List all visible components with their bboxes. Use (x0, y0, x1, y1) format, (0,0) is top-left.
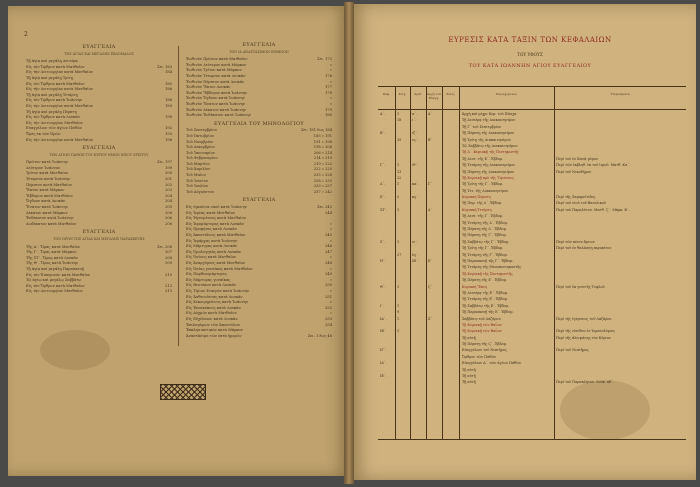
cell-verse: 1 (397, 163, 400, 168)
entry-title: Εἰς Ἡγουμένους κατὰ Ματθαῖον (186, 216, 246, 221)
cell-content: Τῇ Κυριακῇ τῶν Βαΐων (462, 322, 502, 327)
cell-chapter: ΙΕ΄. (380, 374, 387, 379)
section-heading: ΕΥΑΓΓΕΛΙΑ ΤΟΥ ΜΗΝΟΛΟΓΙΟΥ (214, 120, 304, 127)
cell-content: Τῇ Κυριακῇ τῆς Πεντηκοστῆς (462, 271, 513, 276)
entry-title: Εἰς τὴν Λειτουργίαν κατὰ Ματθαῖον (26, 103, 93, 108)
entry-page-ref: Ζει. 183 (157, 64, 172, 69)
paper-stain (40, 330, 110, 370)
entry-title: Εἰς Ἱερομάρτυρας κατὰ Λουκᾶν (186, 221, 244, 226)
entry-title: Τοῦ Ἰανουαρίου (186, 150, 216, 155)
entry-title: Εἰς τὴν Λειτουργίαν κατὰ Ματθαῖον (26, 87, 93, 92)
entry-page-ref: 191 » 198 (313, 139, 332, 144)
index-entry (26, 222, 172, 228)
column-divider (178, 46, 179, 346)
index-entry (26, 289, 172, 295)
entry-page-ref: 192 (165, 126, 172, 131)
page-number: 2 (24, 31, 28, 38)
entry-page-ref: 252 (325, 305, 332, 310)
entry-page-ref: 176 (325, 73, 332, 78)
cell-content: Τῇ αὐτῇ (462, 367, 476, 372)
entry-title: Τῇ ἁγίᾳ καὶ μεγάλῃ Τετάρτῃ (26, 92, 78, 97)
entry-page-ref: 202 (165, 182, 172, 187)
cell-content: Τῇ αὐτῇ (462, 335, 476, 340)
entry-title: Εἰς τὸν Ἑσπερινὸν κατὰ Ματθαῖον (26, 272, 91, 277)
entry-page-ref: 244 (325, 210, 332, 215)
entry-page-ref: 200 (165, 171, 172, 176)
section-heading: ΕΥΑΓΓΕΛΙΑ (82, 44, 116, 50)
entry-page-ref: 228 » 233 (313, 178, 332, 183)
entry-title: Ἑωθινὸν Ἑνδέκατον κατὰ Ἰωάννην (186, 113, 251, 118)
entry-page-ref: » (329, 79, 332, 84)
entry-title: Τῷ ἁγίῳ καὶ μεγάλῳ Σαββάτῳ (26, 278, 82, 283)
entry-title: Εἰς Ἀναργύρους κατὰ Ματθαῖον (186, 260, 246, 265)
cell-content: Τῇ Παρ. τῆς Δ΄. Ἑβδομ. (462, 201, 503, 206)
entry-title: Εἰς τὸν Ὄρθρον κατὰ Ματθαῖον (26, 81, 85, 86)
entry-page-ref: 251 (325, 294, 332, 299)
entry-page-ref: Ζει. 206 (157, 244, 172, 249)
section-subheading: ΤΩΝ ΩΡΩΝ ΤΗΣ ΑΓΙΑΣ ΚΑΙ ΜΕΓΑΛΗΣ ΠΑΡΑΣΚΕΥΗΣ (53, 237, 145, 241)
entry-page-ref: Ζει. 172 (317, 57, 332, 62)
entry-title: Εἰς Μάρτυρας γυναῖκας (186, 277, 231, 282)
entry-title: Εἰς τὴν Λειτουργίαν Ματθαῖον (26, 120, 83, 125)
entry-title: Εἰς Μάρτυρας κατὰ Λουκᾶν (186, 244, 238, 249)
cell-notes: Περὶ τοῦ Νιπτῆρος (556, 348, 589, 353)
cell-content: Τῇ Τετάρτῃ τῆς Διακαινησίμου (462, 163, 516, 168)
entry-page-ref: » (329, 238, 332, 243)
cell-content: Τῇ αὐτῇ (462, 380, 476, 385)
cell-notes: Περὶ τῆς ἀλειψάσης τὸν Κύριον (556, 335, 611, 340)
cell-content: Τῇ Δευτέρᾳ τῆς Ε΄. Ἑβδομ. (462, 290, 509, 295)
cell-number: λγ΄. (412, 252, 419, 257)
entry-title: Εἰς Κεκοιμημένους κατὰ Ἰωάννην (186, 300, 249, 305)
cell-notes: Περὶ τοῦ Παρακλήτου. Λουκ. κδ΄. (556, 380, 614, 385)
entry-title: Εἰς Ἀποστόλους κατὰ Ματθαῖον (186, 233, 246, 237)
cell-verse: 22 (397, 175, 402, 180)
entry-title: Τοῦ Δεκεμβρίου (186, 145, 215, 150)
cell-chapter: ΙΔ΄. (380, 361, 387, 366)
cell-verse: 1 (397, 329, 400, 334)
cell-content: Τῇ Τρίτῃ τῆς Διακαινησίμου (462, 137, 511, 142)
entry-page-ref: » (329, 266, 332, 271)
entry-title: Εἰς Αὐχμὸν κατὰ Ματθαῖον (186, 311, 237, 316)
cell-content: Τῇ Πέμπτῃ τῆς Διακαινησίμου (462, 131, 515, 136)
entry-title: Εἰς Ἀσθενοῦντας κατὰ Λουκᾶν (186, 294, 243, 299)
index-entry (186, 334, 332, 340)
entry-page-ref: 233 » 237 (313, 184, 332, 189)
cell-chapter: ΙΒ΄. (380, 329, 387, 334)
entry-title: Τοῦ Ἰουλίου (186, 184, 209, 189)
cell-number: ιζ΄. (412, 131, 418, 136)
entry-page-ref: 185 (165, 81, 172, 86)
cell-content: Τῇ Δευτέρᾳ τῆς Διακαινησίμου (462, 118, 516, 123)
cell-chapter: Η΄. (380, 258, 386, 263)
cell-notes: Περὶ τῆς Σαμαρείτιδος (556, 195, 596, 200)
cell-verse: 1 (397, 112, 400, 116)
section-subheading: ΤΩΝ ΙΑ ΑΝΑΣΤΑΣΙΜΩΝ ΕΩΘΙΝΩΝ (229, 49, 289, 54)
cell-content: Εὐαγγέλιον τοῦ Νιπτῆρος (462, 348, 507, 353)
entry-title: Ἑωθινὸν Πέμπτον κατὰ Λουκᾶν (186, 79, 245, 84)
entry-page-ref: 209 (165, 261, 172, 266)
entry-title: Εἰς τὴν Λειτουργίαν Ματθαῖον (26, 289, 83, 294)
cell-content: Τῇ Πέμπτῃ τῆς Διακαινησίμου (462, 169, 515, 174)
cell-notes: Περὶ τῶν ἐκβληθ. ἐκ τοῦ ἱεροῦ. Ματθ. Κα΄. (556, 163, 631, 168)
cell-content: Τῷ Σαββάτῳ τῆς Διακαινησίμου (462, 143, 518, 148)
entry-page-ref: 199 (165, 165, 172, 170)
cell-notes: Περὶ τῶν πέντε ἄρτων (556, 239, 595, 244)
entry-title: Ὥρες ἐκ τῶν Ὡρῶν (26, 131, 61, 136)
cell-number: ιθ΄. (412, 163, 419, 168)
entry-title: Εὐαγγέλιον τῶν ἁγίων Παθῶν (26, 126, 82, 131)
cell-number: λδ΄. (412, 258, 419, 263)
entry-title: Τέταρτον κατὰ Ἰωάννην (26, 177, 71, 182)
index-entry (186, 113, 332, 119)
cell-number: κγ΄. (412, 195, 419, 200)
cell-chapter: Θ΄. (380, 284, 386, 289)
section-heading: ΕΥΑΓΓΕΛΙΑ (82, 145, 116, 152)
cell-chapter: Β΄. (380, 131, 386, 136)
cell-chapter: ΙΑ΄. (380, 316, 387, 321)
entry-page-ref: 204 (165, 199, 172, 204)
left-index-column-1 (26, 42, 172, 295)
cell-content: Τῇ Γ΄ τοῦ Σεπτεμβρίου (462, 124, 502, 129)
entry-title: Τοῦ Ἰουνίου (186, 178, 209, 183)
entry-page-ref: 177 (325, 85, 332, 90)
entry-title: Τοῦ Σεπτεμβρίου (186, 128, 217, 133)
entry-title: Ὄγδοον κατὰ Λουκᾶν (26, 199, 66, 204)
entry-title: Τοῦ Ἀπριλίου (186, 167, 211, 172)
cell-verse: 1 (397, 303, 400, 308)
cell-start: Γ΄ (428, 182, 433, 187)
entry-page-ref: 185 » 191 (313, 133, 332, 138)
entry-page-ref: Ζει. 197 (157, 160, 172, 165)
entry-title: Ἑωθινὸν Τρίτον κατὰ Μάρκον (186, 68, 242, 73)
entry-title: Τῇ ἁγίᾳ καὶ μεγάλῃ Παρασκευῇ (26, 266, 84, 271)
cell-content: Τῇ Τετάρτῃ τῆς Ε΄. Ἑβδομ. (462, 297, 508, 302)
cell-notes: Περὶ τοῦ υἱοῦ τοῦ Βασιλικοῦ (556, 201, 606, 206)
cell-number: κα΄. (412, 182, 420, 187)
cell-content: Τῇ Τετάρτῃ τῆς Μεσοπεντηκοστῆς (462, 265, 522, 270)
entry-page-ref: 254 (325, 322, 332, 327)
cell-content: Τῇ Τετάρτῃ τῆς Γ΄. Ἑβδομ. (462, 252, 508, 257)
section-heading: ΕΥΑΓΓΕΛΙΑ (242, 197, 276, 204)
cell-content: Τῇ Παρασκευῇ τῆς Γ΄. Ἑβδομ. (462, 258, 514, 263)
cell-notes: Περὶ τοῦ Νικοδήμου (556, 169, 592, 174)
entry-page-ref: 222 » 225 (313, 167, 332, 172)
entry-page-ref: 178 (325, 90, 332, 95)
entry-title: Εἰς τὸν Ὄρθρον κατὰ Ματθαῖον (26, 64, 85, 69)
entry-title: Τοῦ Μαρτίου (186, 161, 210, 166)
entry-page-ref: Ζει. 181 ἕως 184 (301, 128, 332, 133)
cell-verse: 1 (397, 284, 400, 289)
cell-content: Τῇ Τρίτῃ τῆς Γ΄. Ἑβδομ. (462, 182, 504, 187)
entry-title: Δεύτερον Ἰωάννου (26, 165, 61, 170)
entry-title: Εἰς Ὁσίους κατὰ Ματθαῖον (186, 255, 237, 260)
entry-title: Ἕβδομον κατὰ Ματθαῖον (26, 193, 73, 198)
entry-title: Εἰς Εὐχέλαιον κατὰ Λουκᾶν (186, 316, 238, 321)
entry-page-ref: 246 (325, 244, 332, 249)
header-start: Ἀρχὴ τοῦ Εὐαγγ. (427, 92, 441, 100)
cell-start: Β΄ (428, 137, 433, 142)
entry-title: Τῆς Α΄. Ὥρας κατὰ Ματθαῖον (26, 244, 81, 249)
entry-title: Εἰς Τίμιον Σταυρὸν κατὰ Ἰωάννην (186, 288, 250, 293)
cell-start: Ϛ΄ (428, 284, 433, 289)
entry-title: Εἰς Ὁμολογητὰς κατὰ Λουκᾶν (186, 249, 242, 254)
entry-title: Ἑωθινὸν Τέταρτον κατὰ Λουκᾶν (186, 73, 246, 78)
cell-content: Ἀρχὴ καὶ μέχρι Κυρ. τοῦ Πάσχα (462, 112, 517, 116)
entry-page-ref: 253 (325, 316, 332, 321)
cell-chapter: Ε΄. (380, 195, 386, 200)
cell-verse: 35 (397, 137, 402, 142)
cell-verse: 9 (397, 310, 400, 315)
entry-title: Τοῦ Φεβρουαρίου (186, 156, 218, 161)
cell-content: Τῇ Πέμπτῃ τῆς Δ΄. Ἑβδομ. (462, 227, 507, 232)
entry-title: Ἑωθινὸν Ἕβδομον κατὰ Ἰωάννην (186, 90, 248, 95)
cell-content: Τῇ Δευτ. τῆς Ε΄. Ἑβδομ. (462, 156, 504, 161)
entry-page-ref: 214 » 219 (313, 156, 332, 161)
entry-page-ref: 206 (165, 210, 172, 215)
section-heading: ΕΥΑΓΓΕΛΙΑ (242, 42, 276, 48)
entry-page-ref: 189 (165, 103, 172, 108)
entry-title: Εἰς τὴν Λειτουργίαν κατὰ Ματθαῖον (26, 137, 93, 142)
cell-content: Κυριακὴ Τετάρτη (462, 207, 492, 212)
entry-page-ref: 225 » 228 (313, 173, 332, 178)
entry-page-ref: 249 (325, 272, 332, 277)
cell-content: Κυριακὴ Ἕκτη (462, 284, 487, 289)
cell-start: Δ΄ (428, 207, 433, 212)
cell-content: Τῇ αὐτῇ (462, 374, 476, 379)
entry-title: Εἰς Ἐπισκόπους κατὰ Λουκᾶν (186, 305, 241, 310)
entry-page-ref: 196 (165, 137, 172, 142)
entry-title: Ἕκτον κατὰ Μάρκον (26, 188, 65, 193)
entry-title: Εἰς Ἱεράρχας κατὰ Ἰωάννην (186, 238, 238, 243)
cell-chapter: Ι΄. (380, 303, 385, 308)
entry-page-ref: » (329, 101, 332, 106)
cell-content: Τῇ Πέμπτῃ τῆς Ε΄. Ἑβδομ. (462, 278, 507, 283)
cell-content: Εὐαγγέλιον Α΄. τῶν ἁγίων Παθῶν (462, 361, 522, 366)
entry-page-ref: 247 (325, 249, 332, 254)
cell-content: Τῇ Πέμπτῃ τῆς Γ΄. Ἑβδομ. (462, 233, 507, 238)
entry-page-ref: » (329, 96, 332, 101)
cell-content: Σαββάτῳ τοῦ Λαζάρου (462, 316, 501, 321)
entry-page-ref: 203 (165, 188, 172, 193)
entry-page-ref: » (329, 255, 332, 260)
table-row (378, 379, 686, 385)
entry-page-ref: 207 (165, 250, 172, 255)
entry-page-ref: 219 » 222 (313, 161, 332, 166)
cell-verse: 27 (397, 252, 402, 257)
cell-content: Τῇ Τρίτῃ τῆς Γ΄. Ἑβδομ. (462, 246, 504, 251)
cell-content: Τῇ Κυριακῇ πρὸ τῆς Ὑψώσεως (462, 175, 515, 180)
header-chapter: Κεφ. (383, 92, 390, 96)
entry-page-ref: » (329, 62, 332, 67)
cell-content: Τῇ Σαββάτῳ τῆς Ε΄. Ἑβδομ. (462, 303, 510, 308)
entry-page-ref: 186 (165, 87, 172, 92)
left-index-column-2 (186, 40, 332, 339)
entry-title: Τῇ ἁγίᾳ καὶ μεγάλῃ Πέμπτῃ (26, 109, 77, 114)
entry-title: Εἰς Ὁσίας γυναῖκας κατὰ Ματθαῖον (186, 266, 253, 271)
entry-title: Ἐπιλογάριον τῶν Ἀποστόλων (186, 322, 241, 327)
entry-title: Εἰς Ἱερέας κατὰ Ματθαῖον (186, 210, 236, 215)
entry-title: Δέκατον κατὰ Μάρκον (26, 210, 68, 215)
header-verse: Στίχ. (398, 92, 407, 96)
entry-title: Εἰς Προφήτας κατὰ Λουκᾶν (186, 227, 237, 232)
entry-page-ref: » (329, 221, 332, 226)
table-body (378, 111, 686, 386)
section-subheading: ΤΩΝ ΑΓΙΩΝ ΠΑΘΩΝ ΤΟΥ ΚΥΡΙΟΥ ΗΜΩΝ ΙΗΣΟΥ ΧΡΙΣΤΟΥ (49, 152, 149, 157)
cell-notes: Περὶ τοῦ Παραλύτου. Ματθ. Ϛ΄. Μάρκ. Β΄. (556, 207, 630, 212)
entry-page-ref: 213 (165, 289, 172, 294)
entry-title: Τῆς Γ΄. Ὥρας κατὰ Μάρκον (26, 250, 77, 255)
cell-verse: 1 (397, 182, 400, 187)
cell-verse: 5 (397, 195, 400, 200)
cell-number: ιε΄. (412, 239, 418, 244)
cell-content: Τῇ Παρασκευῇ τῆς Ε΄. Ἑβδομ. (462, 310, 514, 315)
cell-start: Ζ΄ (428, 316, 433, 321)
cell-notes: Περὶ τοῦ ἐν Κανᾷ γάμου (556, 156, 599, 161)
cell-content: Τῇ Σαββάτῳ τῆς Γ΄. Ἑβδομ. (462, 239, 510, 244)
cell-number: ι΄. (412, 118, 417, 123)
entry-page-ref: » (329, 277, 332, 282)
entry-page-ref: 206 (165, 221, 172, 226)
entry-title: Εἰς τὴν Λειτουργίαν κατὰ Ματθαῖον (26, 70, 93, 75)
cell-chapter: ΣΤ΄. (380, 207, 388, 212)
cell-content: Τῇ Τετάρτῃ τῆς Δ΄. Ἑβδομ. (462, 220, 508, 225)
entry-page-ref: 213 (165, 283, 172, 288)
entry-page-ref: Ζει. 243 (317, 205, 332, 210)
entry-title: Ἑωθινὸν Ἔνατον κατὰ Ἰωάννην (186, 101, 246, 106)
header-content: Περιεχόμενον (495, 92, 518, 96)
entry-title: Εἰς Θεοτόκον κατὰ Λουκᾶν (186, 283, 237, 288)
entry-page-ref: 201 (165, 177, 172, 182)
cell-content: Τῇ Τετ. τῆς Διακαινησίμου (462, 188, 509, 193)
cell-verse: 13 (397, 169, 402, 174)
cell-chapter: Α΄. (380, 112, 386, 116)
header-number: Ἀριθ. (414, 92, 422, 96)
entry-title: Ἐκκλησιαστικὸν κατὰ Μάρκον (186, 328, 243, 333)
entry-page-ref: » (329, 311, 332, 316)
cell-verse: 1 (397, 316, 400, 321)
entry-page-ref: 210 (165, 272, 172, 277)
entry-page-ref: 184 (165, 70, 172, 75)
entry-title: Δωδέκατον κατὰ Ματθαῖον (26, 221, 77, 226)
cell-notes: Περὶ τοῦ ἐκ γενετῆς Τυφλοῦ (556, 284, 605, 289)
entry-title: Τῇ ἁγίᾳ καὶ μεγάλῃ Δευτέρᾳ (26, 59, 78, 64)
entry-page-ref: 188 (165, 98, 172, 103)
entry-title: Τῆς Θ΄. Ὥρας κατὰ Ἰωάννην (26, 261, 79, 266)
cell-verse: 18 (397, 118, 402, 123)
entry-title: Ἑωθινὸν Δεύτερον κατὰ Μάρκον (186, 62, 247, 67)
entry-title: Ἀναστάσιμα τῶν ἑπτὰ ἡμερῶν (186, 333, 242, 338)
cell-chapter: Ζ΄. (380, 239, 386, 244)
entry-title: Πέμπτον κατὰ Ματθαῖον (26, 182, 72, 187)
entry-title: Εἰς τὸν Ὄρθρον κατὰ Ἰωάννην (26, 98, 83, 103)
entry-page-ref: 206 (165, 216, 172, 221)
entry-page-ref: 248 (325, 260, 332, 265)
entry-page-ref: 204 (165, 193, 172, 198)
entry-title: Εἰς τὸν Ὄρθρον κατὰ Ματθαῖον (26, 283, 85, 288)
entry-page-ref: Ζει. 1 ἕως 46 (307, 333, 332, 338)
entry-page-ref: 180 (325, 113, 332, 118)
cell-number: α΄. (412, 112, 418, 116)
chapter-index-table (378, 86, 686, 440)
cell-number: ιη΄. (412, 137, 419, 142)
cell-start: Α΄ (428, 112, 433, 116)
entry-page-ref: 190 (165, 115, 172, 120)
entry-page-ref: 237 » 242 (313, 189, 332, 194)
cell-verse: 1 (397, 207, 400, 212)
entry-title: Ἑωθινὸν Ἕκτον Λουκᾶν (186, 85, 231, 90)
entry-page-ref: 250 (325, 283, 332, 288)
entry-page-ref: » (329, 227, 332, 232)
cell-content: Ὄρθρου τῶν Παθῶν (462, 354, 497, 359)
cell-notes: Περὶ τοῦ ἐν θαλάσσῃ περιπάτου (556, 246, 612, 251)
entry-page-ref: 193 (165, 131, 172, 136)
cell-content: Τῇ Δευτ. τῆς Γ΄. Ἑβδομ. (462, 214, 503, 219)
cell-chapter: Δ΄. (380, 182, 386, 187)
entry-title: Τοῦ Νοεμβρίου (186, 139, 214, 144)
cell-notes: Περὶ τῆς εἰσόδου ἐν Ἱεροσολύμοις (556, 329, 616, 334)
right-page-subtitle: ΤΟΥ ΥΦΟΥΣ (517, 52, 543, 57)
entry-title: Πρῶτον κατὰ Ἰωάννην (26, 160, 68, 165)
right-page-title: ΕΥΡΕΣΙΣ ΚΑΤΑ ΤΑΞΙΝ ΤΩΝ ΚΕΦΑΛΑΙΩΝ (448, 36, 612, 44)
entry-title: Τοῦ Μαΐου (186, 173, 206, 178)
index-entry (26, 138, 172, 144)
cell-notes: Περὶ τῆς ἐγέρσεως τοῦ Λαζάρου (556, 316, 612, 321)
entry-page-ref: 208 (165, 255, 172, 260)
entry-title: Εἰς Παρθενομάρτυρας (186, 272, 227, 277)
entry-title: Ἑωθινὸν Πρῶτον κατὰ Ματθαῖον (186, 57, 248, 62)
entry-page-ref: 206 » 214 (313, 150, 332, 155)
decorative-ornament (160, 384, 206, 400)
entry-title: Τοῦ Ὀκτωβρίου (186, 133, 214, 138)
entry-page-ref: » (329, 68, 332, 73)
entry-page-ref: » (329, 288, 332, 293)
cell-content: Τῇ Πέμπτῃ τῆς Ϛ΄. Ἑβδομ. (462, 342, 508, 347)
entry-title: Ἔνατον κατὰ Ἰωάννην (26, 205, 68, 210)
cell-content: Τῇ Κυριακῇ τῶν Βαΐων (462, 329, 502, 334)
table-header (378, 87, 686, 110)
entry-title: Ἑωθινὸν Ὄγδοον κατὰ Ἰωάννην (186, 96, 245, 101)
entry-page-ref: 198 » 206 (313, 145, 332, 150)
entry-page-ref: 179 (325, 107, 332, 112)
entry-title: Ἑνδέκατον κατὰ Ἰωάννην (26, 216, 74, 221)
cell-content: Κυριακὴ Πέμπτη (462, 195, 491, 200)
entry-title: Τῆς ΣΤ΄. Ὥρας κατὰ Λουκᾶν (26, 255, 78, 260)
entry-title: Τοῦ Αὐγούστου (186, 189, 214, 194)
cell-chapter: ΙΓ΄. (380, 348, 387, 353)
header-page: Ζελίς (446, 92, 455, 96)
section-heading: ΕΥΑΓΓΕΛΙΑ (82, 229, 116, 236)
book-gutter (344, 2, 354, 484)
cell-chapter: Γ΄. (380, 163, 386, 168)
cell-verse: 1 (397, 239, 400, 244)
entry-page-ref: » (329, 300, 332, 305)
cell-content: Τῇ Δ΄. Κυριακῇ τῆς Πεντηκοστῆς (462, 150, 519, 155)
entry-title: Εἰς τὸν Ὄρθρον κατὰ Λουκᾶν (26, 115, 80, 120)
cell-start: Ε΄ (428, 258, 433, 263)
entry-page-ref: 205 (165, 205, 172, 210)
entry-title: Εἰς ἐγκαίνια ναοῦ κατὰ Ἰωάννην (186, 205, 247, 210)
header-notes: Ὑπομνήματα (610, 92, 630, 96)
entry-title: Τῇ ἁγίᾳ καὶ μεγάλῃ Τρίτῃ (26, 75, 73, 80)
index-entry (186, 190, 332, 196)
section-subheading: ΤΗΣ ΑΓΙΑΣ ΚΑΙ ΜΕΓΑΛΗΣ ΕΒΔΟΜΑΔΟΣ (64, 51, 134, 56)
entry-page-ref: 245 (325, 233, 332, 237)
entry-title: Τρίτον κατὰ Ματθαῖον (26, 171, 69, 176)
right-page-gospel-title: ΤΟΥ ΚΑΤΑ ΙΩΑΝΝΗΝ ΑΓΙΟΥ ΕΥΑΓΓΕΛΙΟΥ (468, 63, 592, 69)
entry-title: Ἑωθινὸν Δέκατον κατὰ Ἰωάννην (186, 107, 246, 112)
